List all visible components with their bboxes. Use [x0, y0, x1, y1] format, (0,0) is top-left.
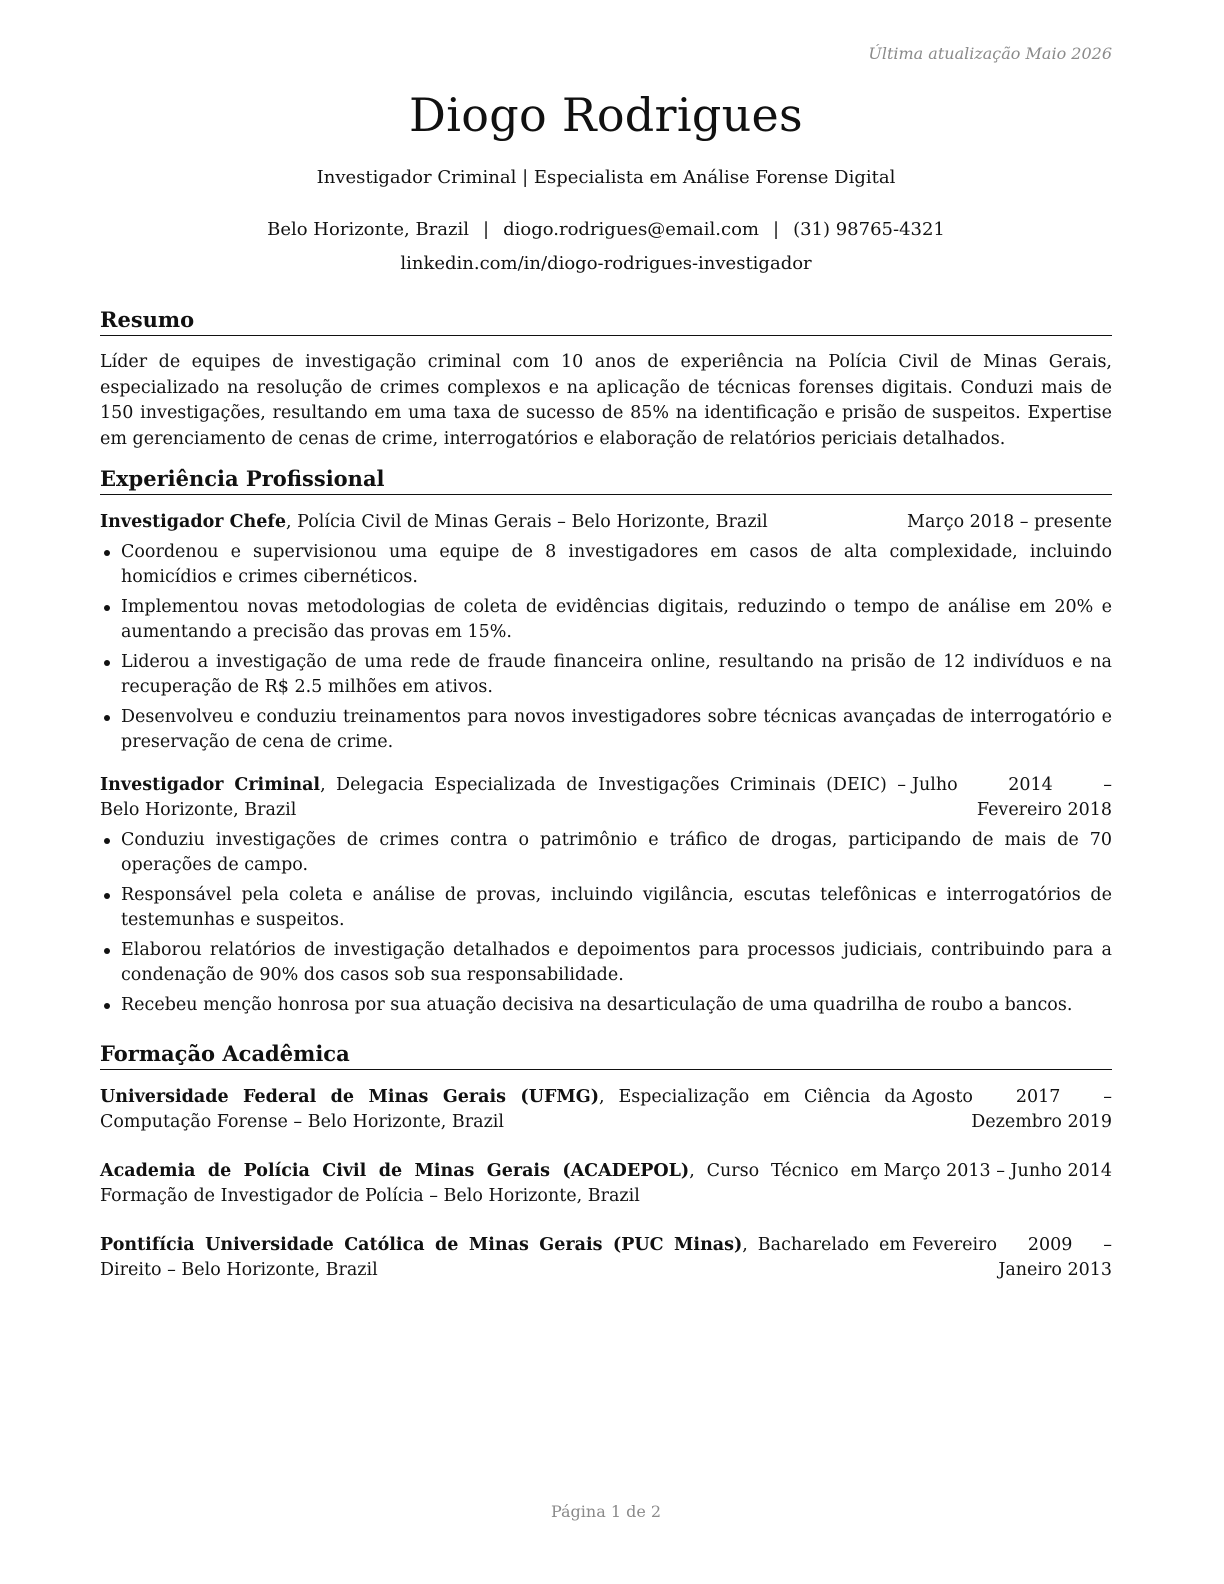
- list-item: Implementou novas metodologias de coleta de evidências digitais, reduzindo o tempo de análise em 20% e aumentando a precisão das provas em 15%.: [100, 595, 1112, 645]
- education-entry: [100, 1233, 1112, 1283]
- list-item: Desenvolveu e conduziu treinamentos para novos investigadores sobre técnicas avançadas de interrogatório e preservação de cena de crime.: [100, 705, 1112, 755]
- job-role: Investigador Chefe: [100, 512, 287, 532]
- resume-page: [100, 0, 1112, 1584]
- summary-section: [100, 306, 1112, 452]
- education-section: [100, 1040, 1112, 1283]
- education-dates: Fevereiro 2009 – Janeiro 2013: [912, 1235, 1112, 1280]
- job-dates: Março 2018 – presente: [907, 512, 1112, 532]
- job-header: [100, 510, 1112, 535]
- contact-separator: |: [483, 219, 490, 240]
- job-entry: [100, 510, 1112, 755]
- job-title-line: [100, 510, 901, 535]
- section-title-experience: Experiência Profissional: [100, 465, 1112, 495]
- job-dates: Julho 2014 – Fevereiro 2018: [912, 775, 1112, 820]
- job-org: , Polícia Civil de Minas Gerais – Belo Horizonte, Brazil: [286, 512, 768, 532]
- school-name: Universidade Federal de Minas Gerais (UFMG): [100, 1087, 599, 1107]
- summary-text: Líder de equipes de investigação criminal com 10 anos de experiência na Polícia Civil de Minas Gerais, especializado na resolução de crimes complexos e na aplicação de técnicas forenses digitais. Conduzi mais de 150 investigações, resultando em uma taxa de sucesso de 85% na identificação e prisão de suspeitos. Expertise em gerenciamento de cenas de crime, interrogatórios e elaboração de relatórios periciais detalhados.: [100, 352, 1112, 449]
- education-header: [100, 1085, 1112, 1135]
- linkedin-link[interactable]: linkedin.com/in/diogo-rodrigues-investigador: [400, 253, 812, 274]
- email-link[interactable]: diogo.rodrigues@email.com: [503, 219, 759, 240]
- education-dates: Agosto 2017 – Dezembro 2019: [912, 1087, 1112, 1132]
- degree-detail: , Bacharelado em Direito – Belo Horizonte, Brazil: [100, 1235, 907, 1280]
- degree-detail: , Especialização em Ciência da Computação Forense – Belo Horizonte, Brazil: [100, 1087, 907, 1132]
- list-item: Conduziu investigações de crimes contra o patrimônio e tráfico de drogas, participando de mais de 70 operações de campo.: [100, 828, 1112, 878]
- phone-number: (31) 98765-4321: [793, 219, 945, 240]
- candidate-name: Diogo Rodrigues: [409, 88, 803, 142]
- education-header: [100, 1233, 1112, 1283]
- section-title-education: Formação Acadêmica: [100, 1040, 1112, 1070]
- job-role: Investigador Criminal: [100, 775, 321, 795]
- experience-section: [100, 465, 1112, 1023]
- list-item: Recebeu menção honrosa por sua atuação decisiva na desarticulação de uma quadrilha de roubo a bancos.: [100, 993, 1112, 1018]
- education-entry: [100, 1159, 1112, 1209]
- school-name: Pontifícia Universidade Católica de Minas Gerais (PUC Minas): [100, 1235, 743, 1255]
- education-dates: Março 2013 – Junho 2014: [883, 1161, 1112, 1181]
- job-org: , Delegacia Especializada de Investigações Criminais (DEIC) – Belo Horizonte, Brazil: [100, 775, 907, 820]
- page-number: Página 1 de 2: [550, 1502, 662, 1521]
- section-title-summary: Resumo: [100, 306, 1112, 336]
- degree-detail: , Curso Técnico em Formação de Investigador de Polícia – Belo Horizonte, Brazil: [100, 1161, 878, 1206]
- last-updated: Última atualização Maio 2026: [868, 44, 1112, 63]
- list-item: Responsável pela coleta e análise de provas, incluindo vigilância, escutas telefônicas e interrogatórios de testemunhas e suspeitos.: [100, 883, 1112, 933]
- list-item: Elaborou relatórios de investigação detalhados e depoimentos para processos judiciais, contribuindo para a condenação de 90% dos casos sob sua responsabilidade.: [100, 938, 1112, 988]
- job-title-line: [100, 773, 906, 823]
- school-name: Academia de Polícia Civil de Minas Gerais (ACADEPOL): [100, 1161, 690, 1181]
- education-line: [100, 1233, 906, 1283]
- contact-line: [100, 219, 1112, 240]
- job-entry: [100, 773, 1112, 1018]
- education-header: [100, 1159, 1112, 1209]
- education-entry: [100, 1085, 1112, 1135]
- contact-separator: |: [772, 219, 780, 240]
- education-line: [100, 1159, 878, 1209]
- location: Belo Horizonte, Brazil: [267, 219, 470, 240]
- job-bullets: [100, 540, 1112, 755]
- list-item: Liderou a investigação de uma rede de fraude financeira online, resultando na prisão de 12 indivíduos e na recuperação de R$ 2.5 milhões em ativos.: [100, 650, 1112, 700]
- list-item: Coordenou e supervisionou uma equipe de 8 investigadores em casos de alta complexidade, incluindo homicídios e crimes cibernéticos.: [100, 540, 1112, 590]
- job-bullets: [100, 828, 1112, 1018]
- job-header: [100, 773, 1112, 823]
- education-line: [100, 1085, 906, 1135]
- tagline: Investigador Criminal | Especialista em Análise Forense Digital: [316, 167, 896, 188]
